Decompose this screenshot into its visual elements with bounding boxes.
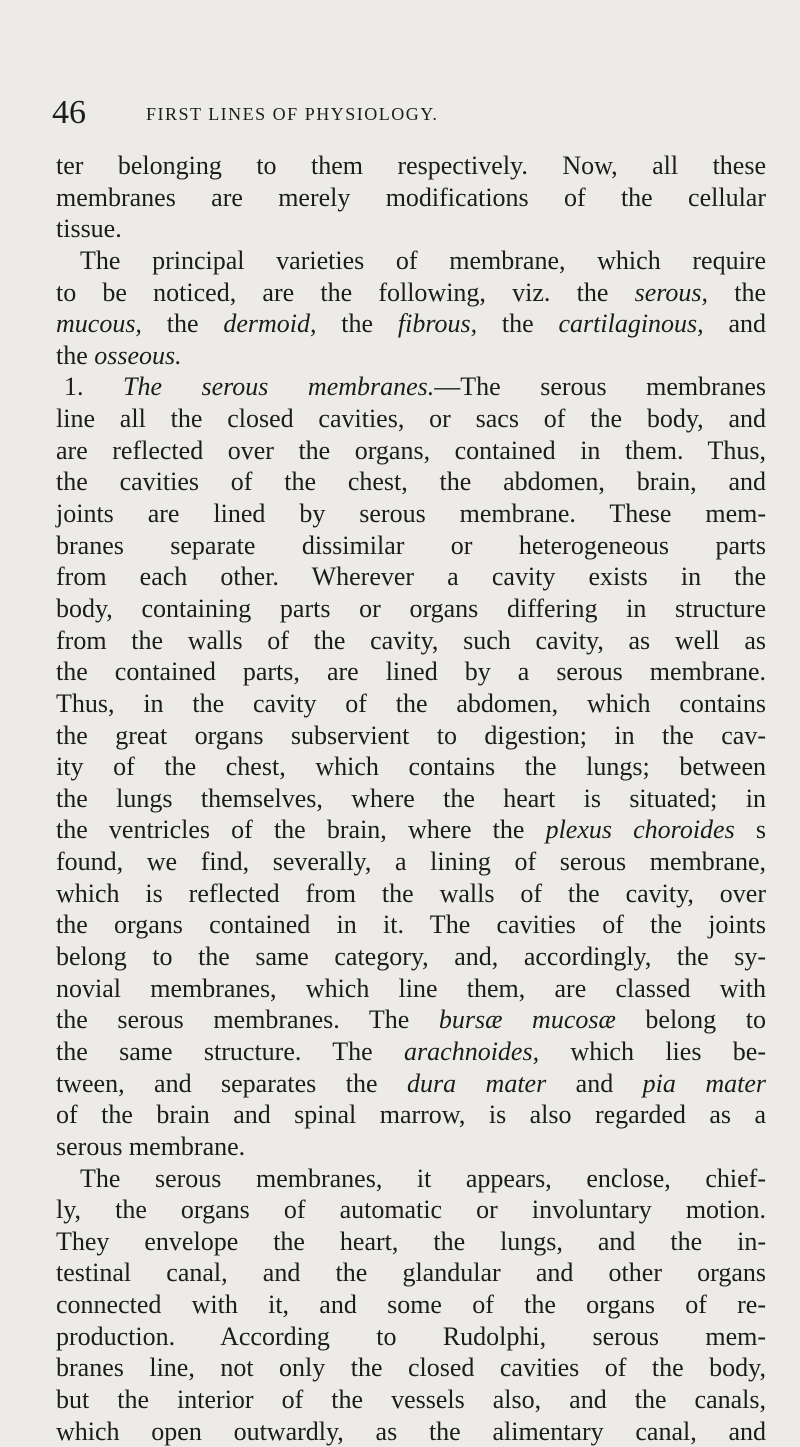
- text-line: branes separate dissimilar or heterogeneous parts: [56, 530, 766, 560]
- text-line: are reflected over the organs, contained in them. Thus,: [56, 435, 766, 465]
- text-line: testinal canal, and the glandular and other organs: [56, 1258, 766, 1288]
- text-line: the contained parts, are lined by a serous membrane.: [56, 657, 766, 687]
- text-line: which open outwardly, as the alimentary canal, and: [56, 1416, 766, 1446]
- text-line: The serous membranes, it appears, enclose, chief-: [80, 1163, 766, 1193]
- text-line: The principal varieties of membrane, which require: [80, 245, 766, 275]
- text-line: connected with it, and some of the organs of re-: [56, 1290, 766, 1320]
- text-line: of the brain and spinal marrow, is also regarded as a: [56, 1100, 766, 1130]
- text-line: ly, the organs of automatic or involuntary motion.: [56, 1195, 766, 1225]
- text-line: the great organs subservient to digestion; in the cav-: [56, 720, 766, 750]
- text-line: tween, and separates the dura mater and pia mater: [56, 1068, 766, 1098]
- text-line: which is reflected from the walls of the cavity, over: [56, 878, 766, 908]
- text-line: body, containing parts or organs differing in structure: [56, 593, 766, 623]
- text-line: joints are lined by serous membrane. These mem-: [56, 499, 766, 529]
- text-line: line all the closed cavities, or sacs of the body, and: [56, 404, 766, 434]
- text-line: the organs contained in it. The cavities of the joints: [56, 910, 766, 940]
- text-line: 1. The serous membranes.—The serous membranes: [64, 372, 766, 402]
- text-line: membranes are merely modifications of the cellular: [56, 182, 766, 212]
- text-line: the serous membranes. The bursæ mucosæ belong to: [56, 1005, 766, 1035]
- text-line: found, we find, severally, a lining of serous membrane,: [56, 847, 766, 877]
- text-line: tissue.: [56, 214, 122, 244]
- running-head: [52, 93, 772, 133]
- text-line: from the walls of the cavity, such cavity, as well as: [56, 625, 766, 655]
- text-line: the cavities of the chest, the abdomen, brain, and: [56, 467, 766, 497]
- text-line: belong to the same category, and, accordingly, the sy-: [56, 942, 766, 972]
- text-line: mucous, the dermoid, the fibrous, the cartilaginous, and: [56, 309, 767, 339]
- text-line: novial membranes, which line them, are classed with: [56, 973, 766, 1003]
- text-line: serous membrane.: [56, 1131, 246, 1161]
- text-line: the ventricles of the brain, where the plexus choroides s: [56, 815, 766, 845]
- text-line: the osseous.: [56, 340, 182, 370]
- text-line: ity of the chest, which contains the lungs; between: [56, 752, 766, 782]
- text-line: from each other. Wherever a cavity exists in the: [56, 562, 766, 592]
- text-line: Thus, in the cavity of the abdomen, which contains: [56, 688, 766, 718]
- body-text: [56, 150, 766, 1447]
- text-line: production. According to Rudolphi, serous mem-: [56, 1321, 766, 1351]
- text-line: but the interior of the vessels also, and the canals,: [56, 1384, 766, 1414]
- text-line: the lungs themselves, where the heart is situated; in: [56, 783, 766, 813]
- text-line: They envelope the heart, the lungs, and the in-: [56, 1226, 766, 1256]
- running-title: FIRST LINES OF PHYSIOLOGY.: [146, 104, 439, 124]
- page-number: 46: [52, 94, 86, 131]
- text-line: branes line, not only the closed cavities of the body,: [56, 1353, 766, 1383]
- text-line: the same structure. The arachnoides, which lies be-: [56, 1036, 766, 1066]
- text-line: ter belonging to them respectively. Now, all these: [56, 151, 766, 180]
- text-line: to be noticed, are the following, viz. the serous, the: [56, 277, 767, 307]
